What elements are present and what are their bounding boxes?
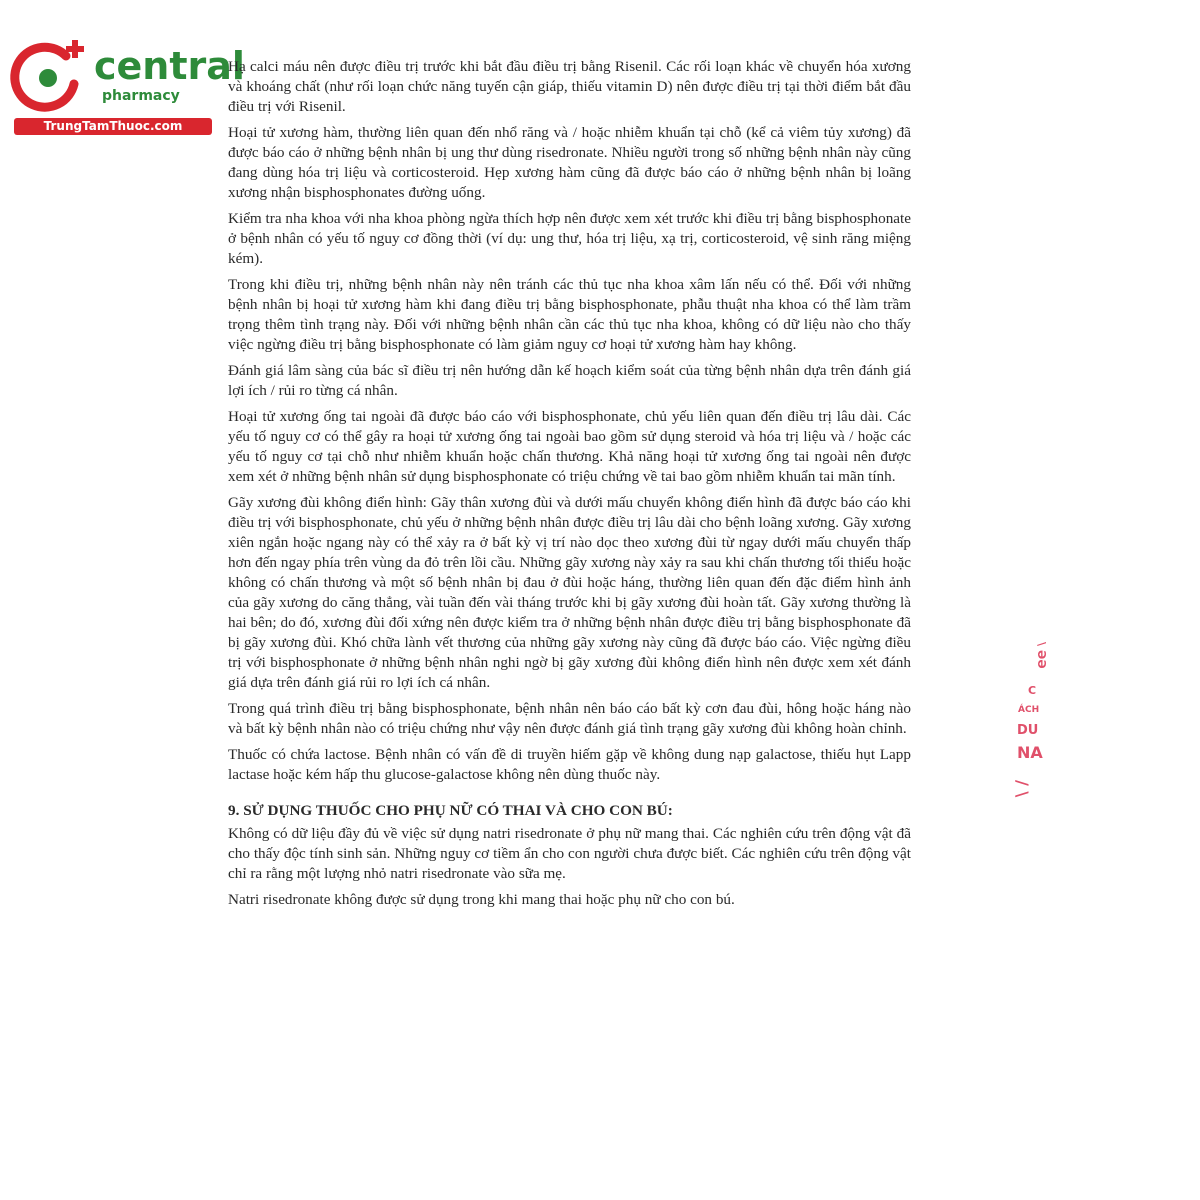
central-pharmacy-logo-icon <box>10 38 88 116</box>
stamp-fragment: ÁCH <box>1018 705 1040 715</box>
stamp-fragment: / \ <box>1013 780 1032 798</box>
paragraph: Không có dữ liệu đầy đủ về việc sử dụng natri risedronate ở phụ nữ mang thai. Các nghiên cứu trên động vật đã cho thấy độc tính sinh sản. Những nguy cơ tiềm ẩn cho con người chưa được biết. Các nghiên cứu trên động vật chỉ ra rằng một lượng nhỏ natri risedronate vào sữa mẹ. <box>228 825 911 882</box>
paragraph: Natri risedronate không được sử dụng trong khi mang thai hoặc phụ nữ cho con bú. <box>228 891 735 908</box>
stamp-fragment: C <box>1028 684 1037 697</box>
paragraph: Trong quá trình điều trị bằng bisphosphonate, bệnh nhân nên báo cáo bất kỳ cơn đau đùi, hông hoặc háng nào và bất kỳ bệnh nhân nào có triệu chứng như vậy nên được đánh giá tình trạng gãy xương đùi không hoàn chỉnh. <box>228 700 911 737</box>
stamp <box>1012 636 1048 816</box>
paragraph: Kiểm tra nha khoa với nha khoa phòng ngừa thích hợp nên được xem xét trước khi điều trị bằng bisphosphonate ở bệnh nhân có yếu tố nguy cơ đồng thời (ví dụ: ung thư, hóa trị liệu, xạ trị, corticosteroid, vệ sinh răng miệng kém). <box>228 210 911 267</box>
stamp-fragment: \ ƏƏ <box>1035 642 1048 669</box>
brand-site: TrungTamThuoc.com <box>14 118 212 135</box>
brand-name: central <box>94 44 245 88</box>
paragraph: Đánh giá lâm sàng của bác sĩ điều trị nên hướng dẫn kế hoạch kiểm soát của từng bệnh nhân dựa trên đánh giá lợi ích / rủi ro từng cá nhân. <box>228 362 911 399</box>
paragraph: Trong khi điều trị, những bệnh nhân này nên tránh các thủ tục nha khoa xâm lấn nếu có thể. Đối với những bệnh nhân bị hoại tử xương hàm khi đang điều trị bằng bisphosphonate, phẫu thuật nha khoa có thể làm trầm trọng thêm tình trạng này. Đối với những bệnh nhân cần các thủ tục nha khoa, không có dữ liệu nào cho thấy việc ngừng điều trị bằng bisphosphonate có làm giảm nguy cơ hoại tử xương hàm hay không. <box>228 276 911 353</box>
stamp-fragment: DU <box>1017 723 1039 738</box>
paragraph: Hoại tử xương ống tai ngoài đã được báo cáo với bisphosphonate, chủ yếu liên quan đến điều trị lâu dài. Các yếu tố nguy cơ có thể gây ra hoại tử xương ống tai ngoài bao gồm sử dụng steroid và hóa trị liệu và / hoặc các yếu tố nguy cơ tại chỗ như nhiễm khuẩn hoặc chấn thương. Khả năng hoại tử xương ống tai ngoài nên được xem xét ở những bệnh nhân sử dụng bisphosphonate có triệu chứng về tai bao gồm nhiễm khuẩn tai mãn tính. <box>228 408 911 485</box>
stamp-fragment: NA <box>1017 743 1043 762</box>
paragraph: Hoại tử xương hàm, thường liên quan đến nhổ răng và / hoặc nhiễm khuẩn tại chỗ (kể cả viêm tủy xương) đã được báo cáo ở những bệnh nhân bị ung thư dùng risedronate. Nhiều người trong số những bệnh nhân này cũng đang dùng hóa trị liệu và corticosteroid. Hẹp xương hàm cũng đã được báo cáo ở những bệnh nhân bị loãng xương nhận bisphosphonates đường uống. <box>228 124 911 201</box>
section-heading: 9. SỬ DỤNG THUỐC CHO PHỤ NỮ CÓ THAI VÀ CHO CON BÚ: <box>228 802 673 819</box>
paragraph: Thuốc có chứa lactose. Bệnh nhân có vấn đề di truyền hiếm gặp về không dung nạp galactose, thiếu hụt Lapp lactase hoặc kém hấp thu glucose-galactose không nên dùng thuốc này. <box>228 746 911 783</box>
paragraph: Hạ calci máu nên được điều trị trước khi bắt đầu điều trị bằng Risenil. Các rối loạn khác về chuyển hóa xương và khoáng chất (như rối loạn chức năng tuyến cận giáp, thiếu vitamin D) nên được điều trị tại thời điểm bắt đầu điều trị với Risenil. <box>228 58 911 115</box>
document-body <box>228 57 911 916</box>
logo <box>10 38 245 138</box>
paragraph: Gãy xương đùi không điển hình: Gãy thân xương đùi và dưới mấu chuyển không điển hình đã được báo cáo khi điều trị với bisphosphonate, chủ yếu ở những bệnh nhân được điều trị lâu dài cho bệnh loãng xương. Gãy xương xiên ngắn hoặc ngang này có thể xảy ra ở bất kỳ vị trí nào dọc theo xương đùi từ ngay dưới mấu chuyển thấp hơn đến ngay phía trên vùng da đỏ trên lồi cầu. Những gãy xương này xảy ra sau khi chấn thương tối thiểu hoặc không có chấn thương và một số bệnh nhân bị đau ở đùi hoặc háng, thường liên quan đến đặc điểm hình ảnh của gãy xương do căng thẳng, vài tuần đến vài tháng trước khi bị gãy xương đùi hoàn tất. Gãy xương thường là hai bên; do đó, xương đùi đối xứng nên được kiểm tra ở những bệnh nhân được điều trị bằng bisphosphonate đã bị gãy xương đùi. Khó chữa lành vết thương của những gãy xương này cũng đã được báo cáo. Việc ngừng điều trị với bisphosphonate ở những bệnh nhân nghi ngờ bị gãy xương đùi không điển hình nên được xem xét đánh giá dựa trên đánh giá rủi ro lợi ích cá nhân. <box>228 494 911 691</box>
brand-sub: pharmacy <box>102 88 180 104</box>
